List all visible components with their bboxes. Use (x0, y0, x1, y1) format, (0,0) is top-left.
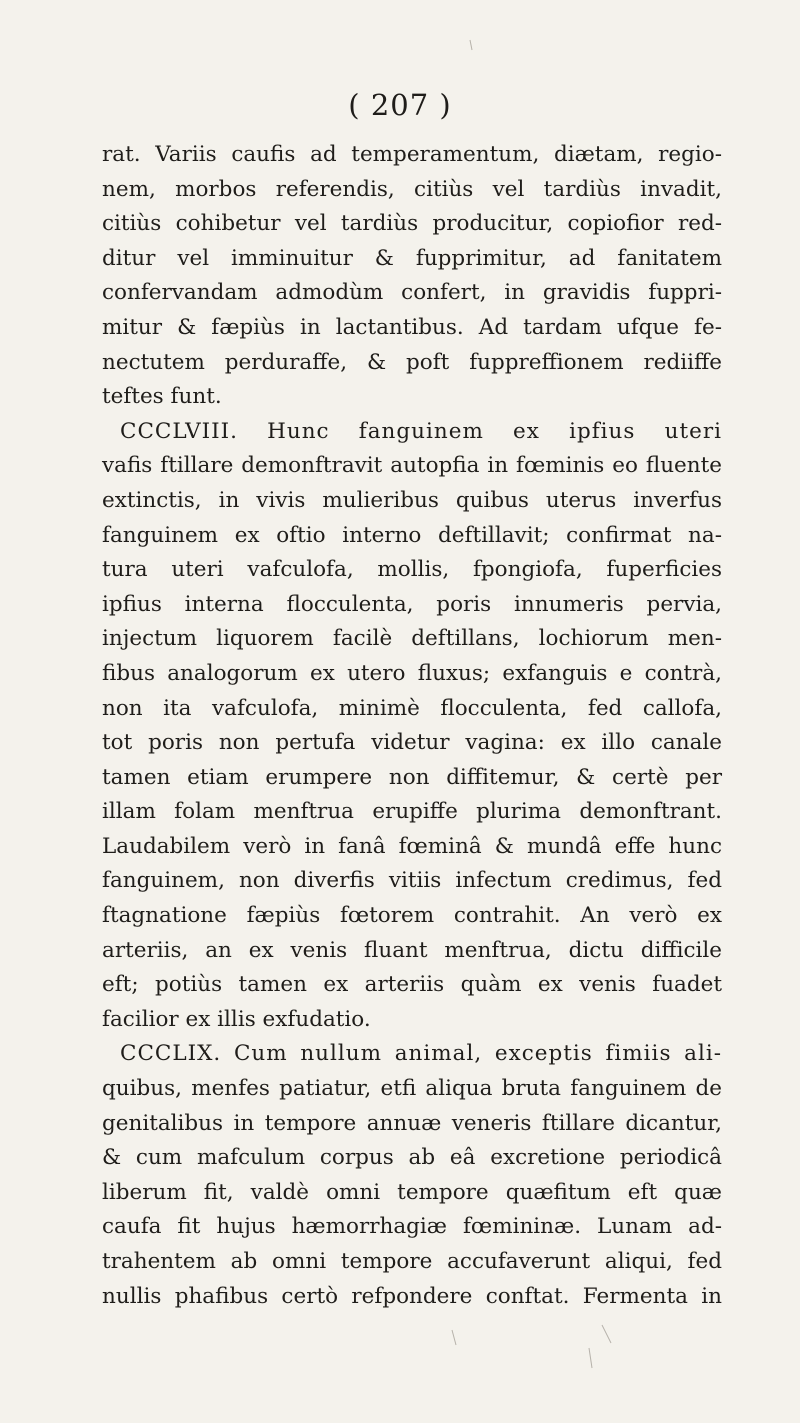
text-line: vafis ftillare demonftravit autopfia in fœminis eo fluente (102, 453, 722, 479)
text-line: fanguinem, non diverfis vitiis infectum credimus, fed (102, 868, 722, 894)
text-line: genitalibus in tempore annuæ veneris ftillare dicantur, (102, 1110, 722, 1136)
speck (589, 1348, 592, 1368)
text-line: eft; potiùs tamen ex arteriis quàm ex venis fuadet (102, 972, 722, 998)
text-line: trahentem ab omni tempore accufaverunt aliqui, fed (102, 1249, 722, 1274)
body-text (102, 138, 722, 1314)
text-line: citiùs cohibetur vel tardiùs producitur, copiofior red- (102, 211, 722, 237)
text-line: rat. Variis caufis ad temperamentum, diætam, regio- (102, 142, 722, 167)
text-line: illam folam menftrua erupiffe plurima demonftrant. (102, 799, 722, 825)
text-line: fibus analogorum ex utero fluxus; exfanguis e contrà, (102, 660, 722, 686)
text-line: teftes funt. (102, 384, 222, 410)
speck (602, 1325, 611, 1343)
text-line: confervandam admodùm confert, in gravidis fuppri- (102, 280, 722, 306)
section-heading-line: CCCLVIII. Hunc fanguinem ex ipfius uteri (120, 418, 722, 444)
text-line: ipfius interna flocculenta, poris innumeris pervia, (102, 591, 722, 617)
section-heading-line: CCCLIX. Cum nullum animal, exceptis fimiis ali- (120, 1041, 722, 1067)
page-number: ( 207 ) (348, 88, 452, 122)
text-line: nectutem perduraffe, & poft fuppreffionem rediiffe (102, 349, 722, 375)
text-line: ftagnatione fæpiùs fœtorem contrahit. An verò ex (102, 903, 722, 929)
text-line: tamen etiam erumpere non diffitemur, & certè per (102, 764, 722, 790)
text-line: extinctis, in vivis mulieribus quibus uterus inverfus (102, 487, 722, 513)
text-line: Laudabilem verò in fanâ fœminâ & mundâ effe hunc (102, 833, 722, 859)
text-line: liberum fit, valdè omni tempore quæfitum eft quæ (102, 1179, 722, 1205)
text-line: ditur vel imminuitur & fupprimitur, ad fanitatem (102, 245, 722, 271)
text-line: nullis phafibus certò refpondere conftat. Fermenta in (102, 1283, 722, 1309)
text-line: mitur & fæpiùs in lactantibus. Ad tardam ufque fe- (102, 314, 722, 340)
text-line: nem, morbos referendis, citiùs vel tardiùs invadit, (102, 176, 722, 202)
text-line: non ita vafculofa, minimè flocculenta, fed callofa, (102, 695, 722, 721)
text-line: tura uteri vafculofa, mollis, fpongiofa, fuperficies (102, 557, 722, 583)
text-line: tot poris non pertufa videtur vagina: ex illo canale (102, 730, 722, 756)
text-line: facilior ex illis exfudatio. (102, 1006, 371, 1032)
text-line: arteriis, an ex venis fluant menftrua, dictu difficile (102, 937, 722, 963)
text-line: & cum mafculum corpus ab eâ excretione periodicâ (102, 1145, 722, 1171)
text-line: injectum liquorem facilè deftillans, lochiorum men- (102, 626, 722, 652)
text-line: fanguinem ex oftio interno deftillavit; confirmat na- (102, 522, 722, 548)
text-line: caufa fit hujus hæmorrhagiæ fœmininæ. Lunam ad- (102, 1214, 722, 1240)
text-line: quibus, menfes patiatur, etfi aliqua bruta fanguinem de (102, 1076, 722, 1102)
speck (470, 40, 472, 50)
speck (452, 1330, 456, 1345)
